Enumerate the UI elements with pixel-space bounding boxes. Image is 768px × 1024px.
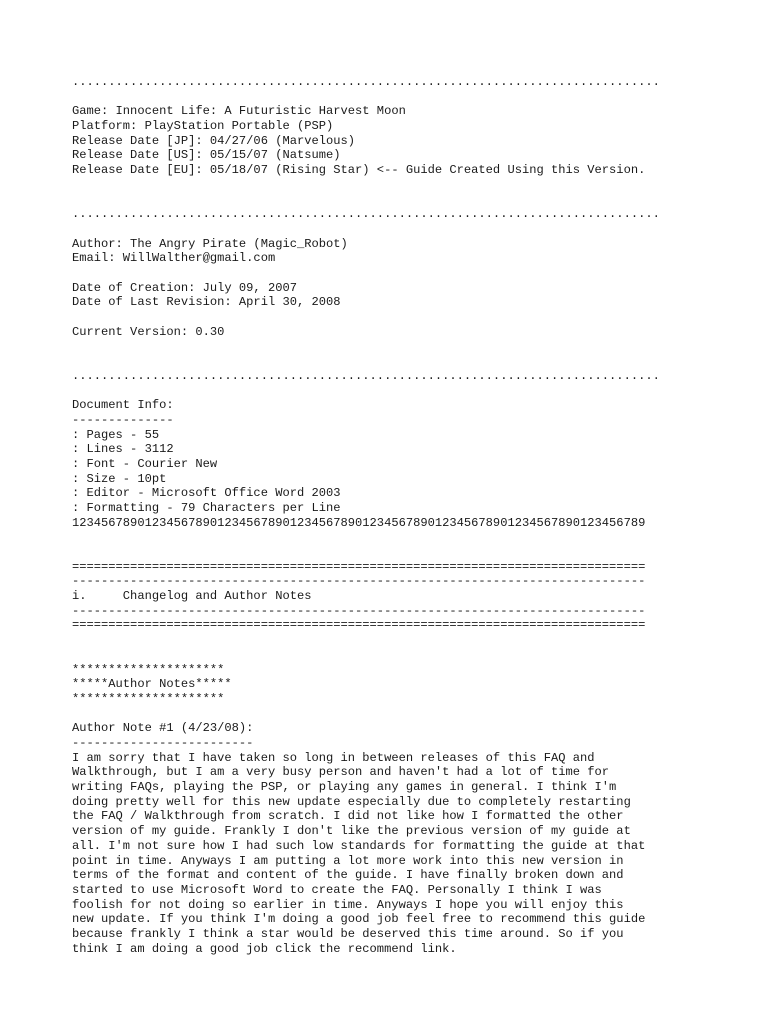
- stars-line: *********************: [72, 691, 225, 706]
- author-info-block: [72, 237, 692, 340]
- character-ruler: 1234567890123456789012345678901234567890123456789012345678901234567890123456789: [72, 515, 646, 530]
- paragraph-line: version of my guide. Frankly I don't like the previous version of my guide at: [72, 824, 631, 839]
- author-note-heading: Author Note #1 (4/23/08):: [72, 721, 254, 736]
- paragraph-line: because frankly I think a star would be deserved this time around. So if you: [72, 926, 624, 941]
- paragraph-line: point in time. Anyways I am putting a lot more work into this new version in: [72, 853, 624, 868]
- equals-separator: ===============================================================================: [72, 559, 646, 574]
- doc-info-item: : Formatting - 79 Characters per Line: [72, 500, 341, 515]
- paragraph-line: think I am doing a good job click the recommend link.: [72, 941, 457, 956]
- date-of-creation: Date of Creation: July 09, 2007: [72, 280, 297, 295]
- dashes-separator: -------------------------------------------------------------------------------: [72, 574, 646, 589]
- dotted-separator: .................................................................................: [72, 368, 660, 383]
- author-notes-banner: [72, 663, 692, 707]
- stars-line: *********************: [72, 662, 225, 677]
- author-note-underline: -------------------------: [72, 736, 254, 750]
- document-info-block: [72, 398, 692, 530]
- release-date-us: Release Date [US]: 05/15/07 (Natsume): [72, 148, 341, 163]
- document-info-underline: --------------: [72, 412, 174, 427]
- paragraph-line: doing pretty well for this new update especially due to completely restarting: [72, 794, 631, 809]
- paragraph-line: all. I'm not sure how I had such low standards for formatting the guide at that: [72, 838, 646, 853]
- doc-info-item: : Size - 10pt: [72, 471, 167, 486]
- game-title: Game: Innocent Life: A Futuristic Harvest Moon: [72, 104, 406, 119]
- paragraph-line: terms of the format and content of the guide. I have finally broken down and: [72, 868, 624, 883]
- paragraph-line: foolish for not doing so earlier in time. Anyways I hope you will enjoy this: [72, 897, 624, 912]
- equals-separator: ===============================================================================: [72, 618, 646, 633]
- release-date-eu: Release Date [EU]: 05/18/07 (Rising Star) <-- Guide Created Using this Version.: [72, 163, 646, 178]
- doc-info-item: : Editor - Microsoft Office Word 2003: [72, 486, 341, 501]
- faq-document: [72, 75, 692, 956]
- email-line: Email: WillWalther@gmail.com: [72, 251, 276, 266]
- paragraph-line: I am sorry that I have taken so long in between releases of this FAQ and: [72, 750, 595, 765]
- game-info-block: [72, 104, 692, 177]
- platform-line: Platform: PlayStation Portable (PSP): [72, 119, 334, 134]
- section-header: [72, 560, 692, 633]
- dotted-separator: .................................................................................: [72, 75, 660, 89]
- paragraph-line: started to use Microsoft Word to create the FAQ. Personally I think I was: [72, 882, 602, 897]
- doc-info-item: : Lines - 3112: [72, 442, 174, 457]
- paragraph-line: new update. If you think I'm doing a good job feel free to recommend this guide: [72, 912, 646, 927]
- document-info-heading: Document Info:: [72, 398, 174, 413]
- author-line: Author: The Angry Pirate (Magic_Robot): [72, 236, 348, 251]
- doc-info-item: : Font - Courier New: [72, 456, 218, 471]
- release-date-jp: Release Date [JP]: 04/27/06 (Marvelous): [72, 133, 356, 148]
- paragraph-line: Walkthrough, but I am a very busy person and haven't had a lot of time for: [72, 765, 610, 780]
- author-notes-title: *****Author Notes*****: [72, 677, 232, 692]
- paragraph-line: the FAQ / Walkthrough from scratch. I did not like how I formatted the other: [72, 809, 624, 824]
- current-version: Current Version: 0.30: [72, 324, 225, 339]
- paragraph-line: writing FAQs, playing the PSP, or playing any games in general. I think I'm: [72, 780, 617, 795]
- doc-info-item: : Pages - 55: [72, 427, 160, 442]
- author-note-1: [72, 721, 692, 956]
- dashes-separator: -------------------------------------------------------------------------------: [72, 603, 646, 618]
- dotted-separator: .................................................................................: [72, 207, 660, 222]
- date-of-last-revision: Date of Last Revision: April 30, 2008: [72, 295, 341, 310]
- section-title: i. Changelog and Author Notes: [72, 589, 312, 604]
